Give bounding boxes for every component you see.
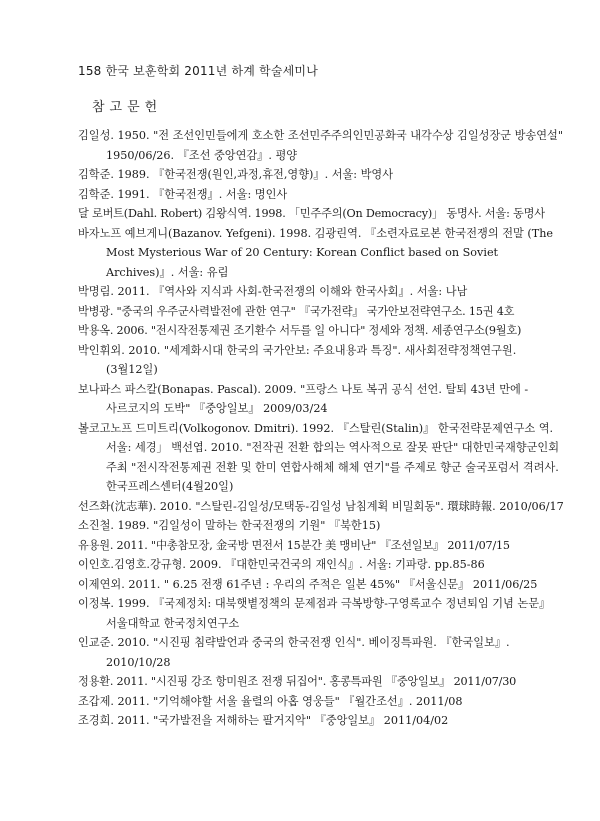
reference-item: 선즈화(沈志華). 2010. "스탈린-김일성/모택동-김일성 남침계획 비밀회동". 環球時報. 2010/06/17	[78, 499, 564, 513]
reference-item: 박병광. "중국의 우주군사력발전에 관한 연구" 『국가전략』 국가안보전략연구소. 15권 4호	[78, 304, 515, 318]
reference-item: 보나파스 파스칼(Bonapas. Pascal). 2009. "프랑스 나토 복귀 공식 선언. 탈퇴 43년 만에 - 사르코지의 도박" 『중앙일보』 2009/03/24	[78, 382, 529, 415]
reference-item: 박인휘외. 2010. "세계화시대 한국의 국가안보: 주요내용과 특징". 새사회전략정책연구원. (3월12일)	[78, 343, 517, 376]
reference-item: 김일성. 1950. "전 조선인민들에게 호소한 조선민주주의인민공화국 내각수상 김일성장군 방송연설" 1950/06/26. 『조선 중앙연감』. 평양	[78, 129, 563, 162]
reference-item: 이인호.김영호.강규형. 2009. 『대한민국건국의 재인식』. 서울: 기파랑. pp.85-86	[78, 558, 485, 571]
reference-list	[78, 126, 564, 731]
reference-item: 유용원. 2011. "中총참모장, 金국방 면전서 15분간 美 맹비난" 『조선일보』 2011/07/15	[78, 538, 510, 552]
reference-item: 박명림. 2011. 『역사와 지식과 사회-한국전쟁의 이해와 한국사회』. 서울: 나남	[78, 285, 468, 298]
reference-item: 정용환. 2011. "시진핑 강조 항미원조 전쟁 뒤집어". 홍콩특파원 『중앙일보』 2011/07/30	[78, 675, 517, 688]
reference-item: 소진철. 1989. "김일성이 말하는 한국전쟁의 기원" 『북한15)	[78, 519, 381, 532]
reference-item: 볼코고노프 드미트리(Volkogonov. Dmitri). 1992. 『스탈린(Stalin)』 한국전략문제연구소 역. 서울: 세경」 백선엽. 2010. "전작권 전환 합의는 역사적으로 잘못 판단" 대한민국재향군인회 주최 "전시작전통제권 전환 및 한미 연합사해체 해체 연기"를 주제로 향군 술국포럼서 격려사. 한국프레스센터(4월20일)	[78, 421, 560, 493]
reference-item: 조갑제. 2011. "기억해야할 서울 율렬의 아홉 영웅들" 『월간조선』. 2011/08	[78, 694, 463, 708]
reference-item: 박용옥. 2006. "전시작전통제권 조기환수 서두를 일 아니다" 정세와 정책. 세종연구소(9월호)	[78, 324, 522, 337]
reference-item: 김학준. 1989. 『한국전쟁(원인,과정,휴전,영향)』. 서울: 박영사	[78, 168, 394, 181]
reference-item: 김학준. 1991. 『한국전쟁』. 서울: 명인사	[78, 187, 288, 201]
reference-item: 조경희. 2011. "국가발전을 저해하는 팔거지악" 『중앙일보』 2011/04/02	[78, 714, 449, 727]
reference-item: 이정복. 1999. 『국제정치: 대북햇볕정책의 문제점과 극복방향-구영록교수 정년퇴임 기념 논문』 서울대학교 한국정치연구소	[78, 597, 551, 630]
page-header: 158 한국 보훈학회 2011년 하계 학술세미나	[78, 64, 319, 78]
reference-item: 인교준. 2010. "시진핑 침략발언과 중국의 한국전쟁 인식". 베이징특파원. 『한국일보』. 2010/10/28	[78, 636, 510, 669]
reference-item: 달 로버트(Dahl. Robert) 김왕식역. 1998. 「민주주의(On Democracy)」 동명사. 서울: 동명사	[78, 207, 545, 220]
section-title: 참고문헌	[92, 100, 163, 115]
reference-item: 바자노프 예브게니(Bazanov. Yefgeni). 1998. 김광린역. 『소련자료로본 한국전쟁의 전말 (The Most Mysterious War of 20 Century: Korean Conflict based on Soviet Archives)』. 서울: 유림	[78, 226, 554, 279]
reference-item: 이제연외. 2011. " 6.25 전쟁 61주년 : 우리의 주적은 일본 45%" 『서울신문』 2011/06/25	[78, 577, 538, 591]
